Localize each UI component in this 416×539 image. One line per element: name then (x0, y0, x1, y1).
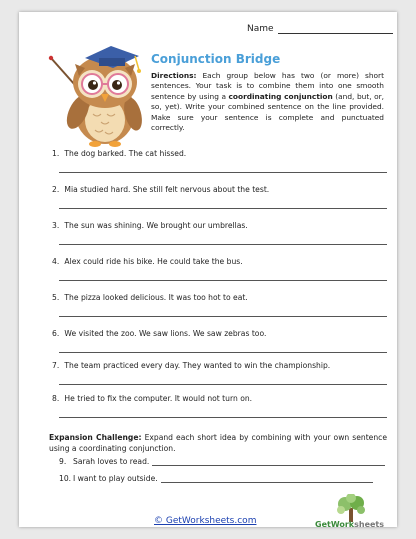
directions-text-part2: (and, but, or, so, yet). Write your combined sentence on the line provided. Make sure your sentence is complete and punctuated correctly. (151, 91, 385, 133)
question-text: The dog barked. The cat hissed. (64, 149, 187, 158)
name-field[interactable] (247, 24, 393, 34)
expansion-label: Expansion Challenge: (49, 433, 142, 442)
question-text: He tried to fix the computer. It would not turn on. (64, 394, 253, 403)
question-text: The team practiced every day. They wanted to win the championship. (64, 361, 331, 370)
getworksheets-logo-text (315, 520, 384, 529)
question-number: 8. (52, 394, 60, 403)
question-text: We visited the zoo. We saw lions. We saw zebras too. (64, 329, 267, 338)
question-7 (52, 361, 387, 370)
question-3 (52, 221, 387, 230)
directions-text (151, 71, 384, 133)
answer-line-5[interactable] (59, 316, 387, 317)
question-number: 1. (52, 149, 60, 158)
answer-line-1[interactable] (59, 172, 387, 173)
question-6 (52, 329, 387, 338)
question-1 (52, 149, 387, 158)
answer-line-2[interactable] (59, 208, 387, 209)
question-10 (59, 474, 373, 483)
question-number: 2. (52, 185, 60, 194)
name-label: Name (247, 24, 274, 34)
answer-line-4[interactable] (59, 280, 387, 281)
logo-main: GetWork (315, 520, 355, 529)
question-number: 9. (59, 457, 67, 466)
question-number: 4. (52, 257, 60, 266)
question-9 (59, 457, 385, 466)
answer-line-3[interactable] (59, 244, 387, 245)
question-number: 6. (52, 329, 60, 338)
question-4 (52, 257, 387, 266)
answer-line-10[interactable] (161, 474, 373, 483)
question-text: The pizza looked delicious. It was too hot to eat. (64, 293, 248, 302)
question-5 (52, 293, 387, 302)
getworksheets-link[interactable]: © GetWorksheets.com (154, 516, 257, 526)
question-2 (52, 185, 387, 194)
question-number: 10. (59, 474, 72, 483)
directions-text-part1: Each group below has two (or more) short sentences. Your task is to combine them into one smooth sentence by using a (151, 71, 384, 101)
question-number: 7. (52, 361, 60, 370)
question-text: Sarah loves to read. (73, 457, 150, 466)
answer-line-6[interactable] (59, 352, 387, 353)
question-text: Alex could ride his bike. He could take the bus. (64, 257, 243, 266)
answer-line-9[interactable] (152, 457, 385, 466)
directions-bold-term: coordinating conjunction (228, 91, 333, 101)
expansion-text: Expand each short idea by combining with your own sentence using a coordinating conjunction. (49, 433, 387, 453)
question-number: 5. (52, 293, 60, 302)
worksheet-page (19, 12, 397, 527)
owl-teacher-illustration (45, 38, 155, 150)
directions-label: Directions: (151, 71, 197, 80)
question-number: 3. (52, 221, 60, 230)
name-line[interactable] (278, 24, 393, 34)
answer-line-8[interactable] (59, 417, 387, 418)
worksheet-title: Conjunction Bridge (151, 52, 281, 66)
question-text: I want to play outside. (73, 474, 158, 483)
logo-sub: sheets (354, 520, 385, 529)
question-text: The sun was shining. We brought our umbrellas. (64, 221, 248, 230)
question-8 (52, 394, 387, 403)
expansion-challenge (49, 432, 387, 454)
question-text: Mia studied hard. She still felt nervous about the test. (64, 185, 270, 194)
answer-line-7[interactable] (59, 384, 387, 385)
